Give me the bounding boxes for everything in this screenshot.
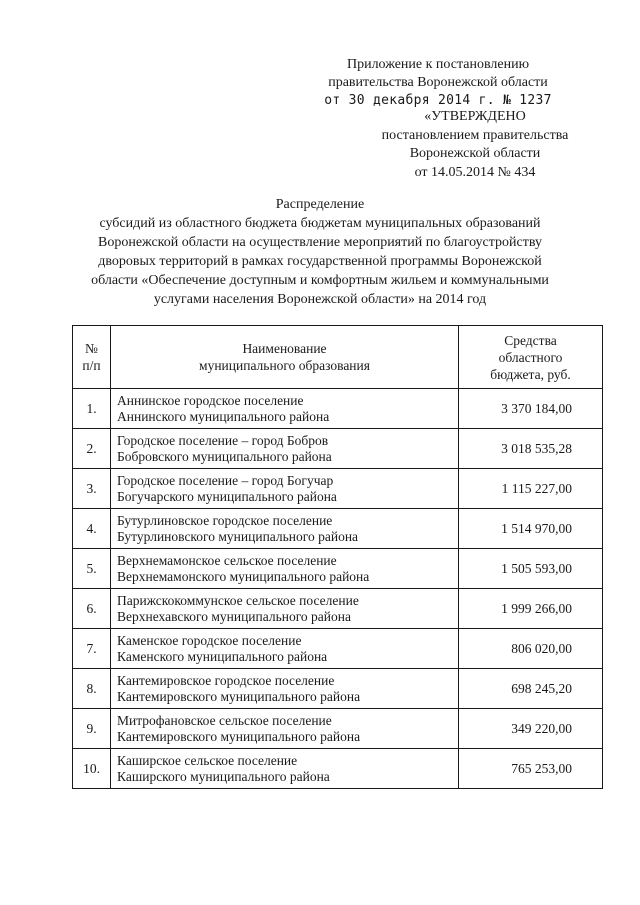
row-num: 1.: [73, 389, 111, 429]
row-amount: 3 370 184,00: [459, 389, 603, 429]
row-amount: 698 245,20: [459, 669, 603, 709]
row-num: 3.: [73, 469, 111, 509]
row-name: [111, 429, 459, 469]
row-num: 9.: [73, 709, 111, 749]
row-num: 6.: [73, 589, 111, 629]
table-row: [73, 549, 603, 589]
row-name-line: Митрофановское сельское поселение: [117, 712, 332, 728]
row-name-line: Верхнемамонского муниципального района: [117, 568, 370, 584]
row-amount: 3 018 535,28: [459, 429, 603, 469]
title-line: услугами населения Воронежской области» на 2014 год: [153, 292, 487, 307]
table-row: [73, 389, 603, 429]
table-row: [73, 669, 603, 709]
row-name: [111, 549, 459, 589]
row-name: [111, 709, 459, 749]
header-name-line: Наименование: [242, 341, 327, 356]
row-name-line: Аннинского муниципального района: [117, 408, 330, 424]
header-amount-line: Средства: [504, 332, 557, 348]
header-num-line: п/п: [82, 358, 101, 373]
table-row: [73, 629, 603, 669]
row-name: [111, 749, 459, 789]
row-name: [111, 669, 459, 709]
row-name-line: Кантемировского муниципального района: [117, 688, 361, 704]
row-name-line: Богучарского муниципального района: [117, 488, 337, 504]
row-num: 4.: [73, 509, 111, 549]
row-num: 7.: [73, 629, 111, 669]
document-title: [90, 195, 550, 309]
table-row: [73, 509, 603, 549]
row-name-line: Кантемировского муниципального района: [117, 728, 361, 744]
appendix-header: [298, 56, 578, 110]
table-header-row: [73, 326, 603, 389]
row-amount: 1 115 227,00: [459, 469, 603, 509]
header-name: [111, 326, 459, 389]
header-amount-line: бюджета, руб.: [490, 366, 571, 382]
subsidy-table: [72, 325, 603, 789]
appendix-line: Приложение к постановлению: [346, 57, 530, 72]
row-name: [111, 469, 459, 509]
table-row: [73, 429, 603, 469]
row-num: 10.: [73, 749, 111, 789]
approved-line: постановлением правительства: [381, 127, 569, 143]
approved-line: «УТВЕРЖДЕНО: [424, 109, 526, 124]
approved-block: [370, 108, 580, 182]
row-amount: 1 505 593,00: [459, 549, 603, 589]
table-row: [73, 469, 603, 509]
table-row: [73, 589, 603, 629]
appendix-date-stamp: от 30 декабря 2014 г. № 1237: [324, 93, 552, 108]
row-name-line: Каменского муниципального района: [117, 648, 328, 664]
row-amount: 806 020,00: [459, 629, 603, 669]
row-num: 5.: [73, 549, 111, 589]
title-line: области «Обеспечение доступным и комфортным жильем и коммунальными: [91, 273, 549, 288]
header-num-line: №: [85, 341, 98, 356]
row-name-line: Парижскокоммунское сельское поселение: [117, 592, 359, 608]
row-name: [111, 509, 459, 549]
row-name-line: Каширского муниципального района: [117, 768, 330, 784]
table-row: [73, 709, 603, 749]
table-row: [73, 749, 603, 789]
row-name-line: Городское поселение – город Богучар: [117, 472, 334, 488]
row-name: [111, 629, 459, 669]
row-name-line: Аннинское городское поселение: [117, 392, 304, 408]
row-name: [111, 389, 459, 429]
row-amount: 1 514 970,00: [459, 509, 603, 549]
row-name-line: Верхнемамонское сельское поселение: [117, 552, 337, 568]
header-name-line: муниципального образования: [199, 358, 370, 373]
row-name-line: Кантемировское городское поселение: [117, 672, 335, 688]
row-name: [111, 589, 459, 629]
title-line: Распределение: [275, 197, 365, 212]
row-name-line: Бобровского муниципального района: [117, 448, 332, 464]
title-line: субсидий из областного бюджета бюджетам муниципальных образований: [99, 216, 541, 231]
row-name-line: Бутурлиновское городское поселение: [117, 512, 333, 528]
approved-date-line: от 14.05.2014 № 434: [414, 164, 536, 180]
row-name-line: Верхнехавского муниципального района: [117, 608, 351, 624]
row-num: 8.: [73, 669, 111, 709]
row-amount: 349 220,00: [459, 709, 603, 749]
title-line: Воронежской области на осуществление мероприятий по благоустройству: [97, 235, 543, 250]
row-name-line: Бутурлиновского муниципального района: [117, 528, 359, 544]
row-name-line: Городское поселение – город Бобров: [117, 432, 329, 448]
header-amount: [459, 326, 603, 389]
header-num: [73, 326, 111, 389]
row-num: 2.: [73, 429, 111, 469]
appendix-line: правительства Воронежской области: [328, 75, 548, 90]
row-name-line: Каменское городское поселение: [117, 632, 302, 648]
title-line: дворовых территорий в рамках государственной программы Воронежской: [98, 254, 542, 269]
row-amount: 1 999 266,00: [459, 589, 603, 629]
header-amount-line: областного: [498, 349, 563, 365]
row-amount: 765 253,00: [459, 749, 603, 789]
approved-line: Воронежской области: [409, 146, 541, 161]
row-name-line: Каширское сельское поселение: [117, 752, 298, 768]
